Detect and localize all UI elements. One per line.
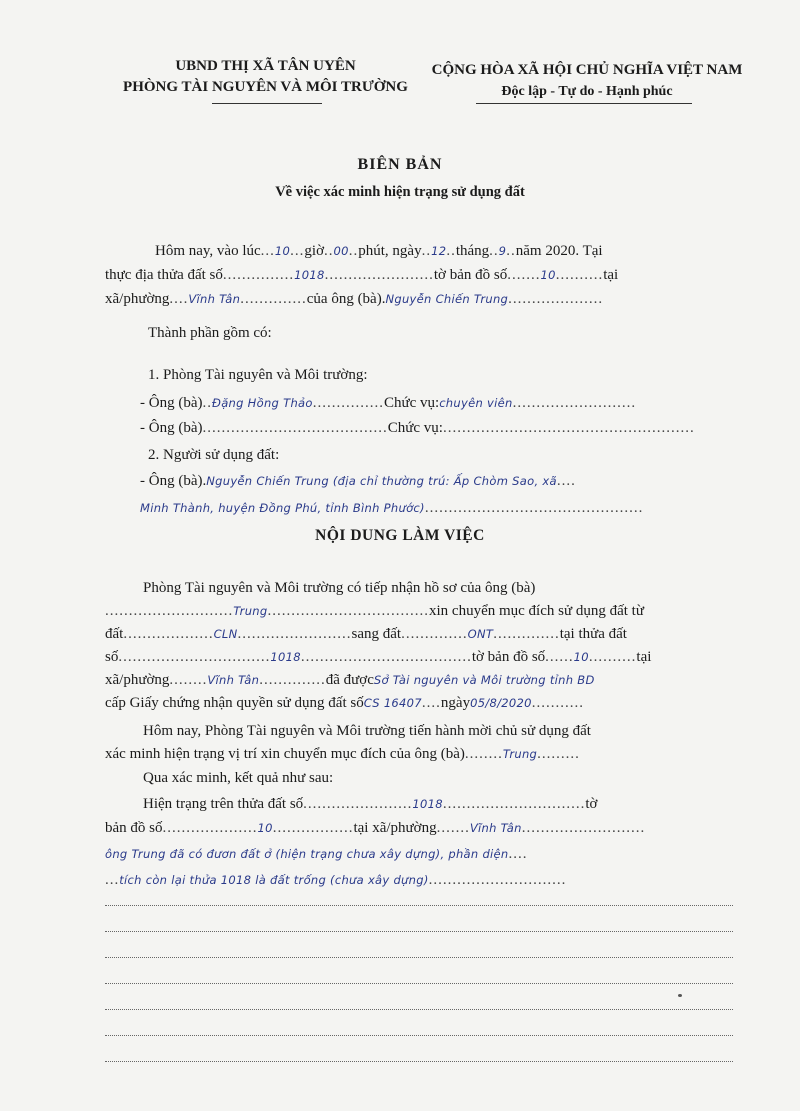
position-label: Chức vụ: xyxy=(387,420,443,436)
blank-line xyxy=(105,957,733,959)
intro-text: tháng xyxy=(455,243,490,259)
land-user-line-2: Minh Thành, huyện Đồng Phú, tỉnh Bình Phước) xyxy=(140,501,425,515)
intro-text: phút, ngày xyxy=(358,243,422,259)
minute-value: 00 xyxy=(333,244,349,258)
content-parcel: 1018 xyxy=(270,650,301,664)
content-line-10: Hiện trạng trên thửa đất số.......................1018..............................tờ xyxy=(143,796,598,812)
content-text: cấp Giấy chứng nhận quyền sử dụng đất số xyxy=(105,695,364,711)
intro-text: Hôm nay, vào lúc xyxy=(155,243,261,259)
content-text: Hiện trạng trên thửa đất số xyxy=(143,796,304,812)
parcel-value: 1018 xyxy=(294,268,325,282)
intro-line-1: Hôm nay, vào lúc...10...giờ..00..phút, ngày..12..tháng..9..năm 2020. Tại xyxy=(155,243,603,259)
person-label: - Ông (bà) xyxy=(140,420,203,436)
certificate-date: 05/8/2020 xyxy=(470,696,532,710)
official-row: - Ông (bà)..Đặng Hồng Thảo...............Chức vụ:chuyên viên.......................... xyxy=(140,395,637,411)
intro-text: thực địa thửa đất số xyxy=(105,267,223,283)
result-line-1: ông Trung đã có đươn đất ở (hiện trạng chưa xây dựng), phần diện xyxy=(105,847,509,861)
intro-text: của ông (bà). xyxy=(306,291,386,307)
to-land-type: ONT xyxy=(467,627,494,641)
position-label: Chức vụ: xyxy=(383,395,440,411)
map-sheet-value: 10 xyxy=(540,268,556,282)
content-line-3: đất...................CLN........................sang đất..............ONT..............tại thửa đất xyxy=(105,626,627,642)
content-text: tại xã/phường xyxy=(353,820,437,836)
owner-value: Nguyễn Chiến Trung xyxy=(385,292,509,306)
content-text: tờ xyxy=(585,796,598,812)
document-title: BIÊN BẢN xyxy=(357,156,443,173)
intro-text: xã/phường xyxy=(105,291,170,307)
content-line-6: cấp Giấy chứng nhận quyền sử dụng đất sốCS 16407....ngày05/8/2020........... xyxy=(105,695,584,711)
content-text: xã/phường xyxy=(105,672,170,688)
blank-line xyxy=(105,905,733,907)
intro-text: tại xyxy=(603,267,619,283)
result-map-sheet: 10 xyxy=(257,821,273,835)
result-text-line-2: ...tích còn lại thửa 1018 là đất trống (chưa xây dựng)............................. xyxy=(105,872,567,888)
content-line-8: xác minh hiện trạng vị trí xin chuyển mục đích của ông (bà)........Trung......... xyxy=(105,746,580,762)
intro-text: năm 2020. Tại xyxy=(515,243,603,259)
nation-line-2: Độc lập - Tự do - Hạnh phúc xyxy=(501,84,673,99)
land-user-row: - Ông (bà).Nguyễn Chiến Trung (địa chỉ thường trú: Ấp Chòm Sao, xã.... xyxy=(140,473,576,489)
content-line-2: ...........................Trung..................................xin chuyển mục đích sử dụng đất từ xyxy=(105,603,644,619)
content-line-1: Phòng Tài nguyên và Môi trường có tiếp nhận hồ sơ của ông (bà) xyxy=(143,580,536,596)
content-text: tại thửa đất xyxy=(559,626,627,642)
blank-line xyxy=(105,931,733,933)
document-subtitle: Về việc xác minh hiện trạng sử dụng đất xyxy=(275,184,525,200)
content-map-sheet: 10 xyxy=(573,650,589,664)
official-row-2: - Ông (bà).......................................Chức vụ:..................................................... xyxy=(140,420,695,436)
content-text: đã được xyxy=(325,672,374,688)
applicant-name: Trung xyxy=(233,604,268,618)
content-text: đất xyxy=(105,626,124,642)
hour-value: 10 xyxy=(274,244,291,258)
members-item-1: 1. Phòng Tài nguyên và Môi trường: xyxy=(148,367,368,383)
content-line-7: Hôm nay, Phòng Tài nguyên và Môi trường tiến hành mời chủ sử dụng đất xyxy=(143,723,591,739)
blank-line xyxy=(105,1009,733,1011)
issuing-authority xyxy=(108,56,423,98)
content-line-11: bản đồ số....................10.................tại xã/phường.......Vĩnh Tân.......................... xyxy=(105,820,646,836)
certificate-number: CS 16407 xyxy=(363,696,422,710)
content-text: sang đất xyxy=(351,626,402,642)
blank-line xyxy=(105,1035,733,1037)
org-line-2: PHÒNG TÀI NGUYÊN VÀ MÔI TRƯỜNG xyxy=(123,79,408,95)
content-text: xác minh hiện trạng vị trí xin chuyển mục đích của ông (bà) xyxy=(105,746,465,762)
result-line-2: tích còn lại thửa 1018 là đất trống (chưa xây dựng) xyxy=(119,873,429,887)
result-parcel: 1018 xyxy=(412,797,443,811)
content-text: tại xyxy=(636,649,652,665)
official-position: chuyên viên xyxy=(439,396,513,410)
month-value: 9 xyxy=(498,244,507,258)
person-label: - Ông (bà) xyxy=(140,395,203,411)
motto-underline xyxy=(476,103,692,104)
content-text: xin chuyển mục đích sử dụng đất từ xyxy=(429,603,644,619)
day-value: 12 xyxy=(431,244,447,258)
land-user-row-2: Minh Thành, huyện Đồng Phú, tỉnh Bình Phước).............................................. xyxy=(140,500,644,516)
land-user-line-1: Nguyễn Chiến Trung (địa chỉ thường trú: Ấp Chòm Sao, xã xyxy=(206,474,557,488)
org-line-1: UBND THỊ XÃ TÂN UYÊN xyxy=(175,58,356,74)
ward-value: Vĩnh Tân xyxy=(188,292,241,306)
intro-line-2: thực địa thửa đất số...............1018.......................tờ bản đồ số.......10..........tại xyxy=(105,267,619,283)
intro-text: tờ bản đồ số xyxy=(433,267,508,283)
content-line-9: Qua xác minh, kết quả như sau: xyxy=(143,770,334,786)
members-item-2: 2. Người sử dụng đất: xyxy=(148,447,280,463)
content-line-4: số................................1018....................................tờ bản đồ số......10..........tại xyxy=(105,649,652,665)
content-line-5: xã/phường........Vĩnh Tân..............đã đượcSở Tài nguyên và Môi trường tỉnh BD xyxy=(105,672,595,688)
content-text: tờ bản đồ số xyxy=(471,649,546,665)
blank-line xyxy=(105,1061,733,1063)
national-motto xyxy=(412,60,762,102)
content-ward: Vĩnh Tân xyxy=(207,673,260,687)
content-text: ngày xyxy=(440,695,471,711)
members-heading: Thành phần gồm có: xyxy=(148,325,272,341)
intro-text: giờ xyxy=(304,243,325,259)
result-text-line-1: ông Trung đã có đươn đất ở (hiện trạng chưa xây dựng), phần diện.... xyxy=(105,846,528,862)
content-text: bản đồ số xyxy=(105,820,163,836)
section-heading: NỘI DUNG LÀM VIỆC xyxy=(315,527,485,544)
result-ward: Vĩnh Tân xyxy=(469,821,522,835)
intro-line-3: xã/phường....Vĩnh Tân..............của ông (bà).Nguyễn Chiến Trung.................... xyxy=(105,291,604,307)
from-land-type: CLN xyxy=(213,627,238,641)
scan-speck xyxy=(678,994,682,997)
official-name: Đặng Hồng Thảo xyxy=(211,396,313,410)
nation-line-1: CỘNG HÒA XÃ HỘI CHỦ NGHĨA VIỆT NAM xyxy=(431,62,743,78)
verify-applicant: Trung xyxy=(502,747,538,761)
org-underline xyxy=(212,103,322,104)
content-text: số xyxy=(105,649,119,665)
blank-line xyxy=(105,983,733,985)
person-label: - Ông (bà) xyxy=(140,473,203,489)
granted-by: Sở Tài nguyên và Môi trường tỉnh BD xyxy=(373,673,595,687)
